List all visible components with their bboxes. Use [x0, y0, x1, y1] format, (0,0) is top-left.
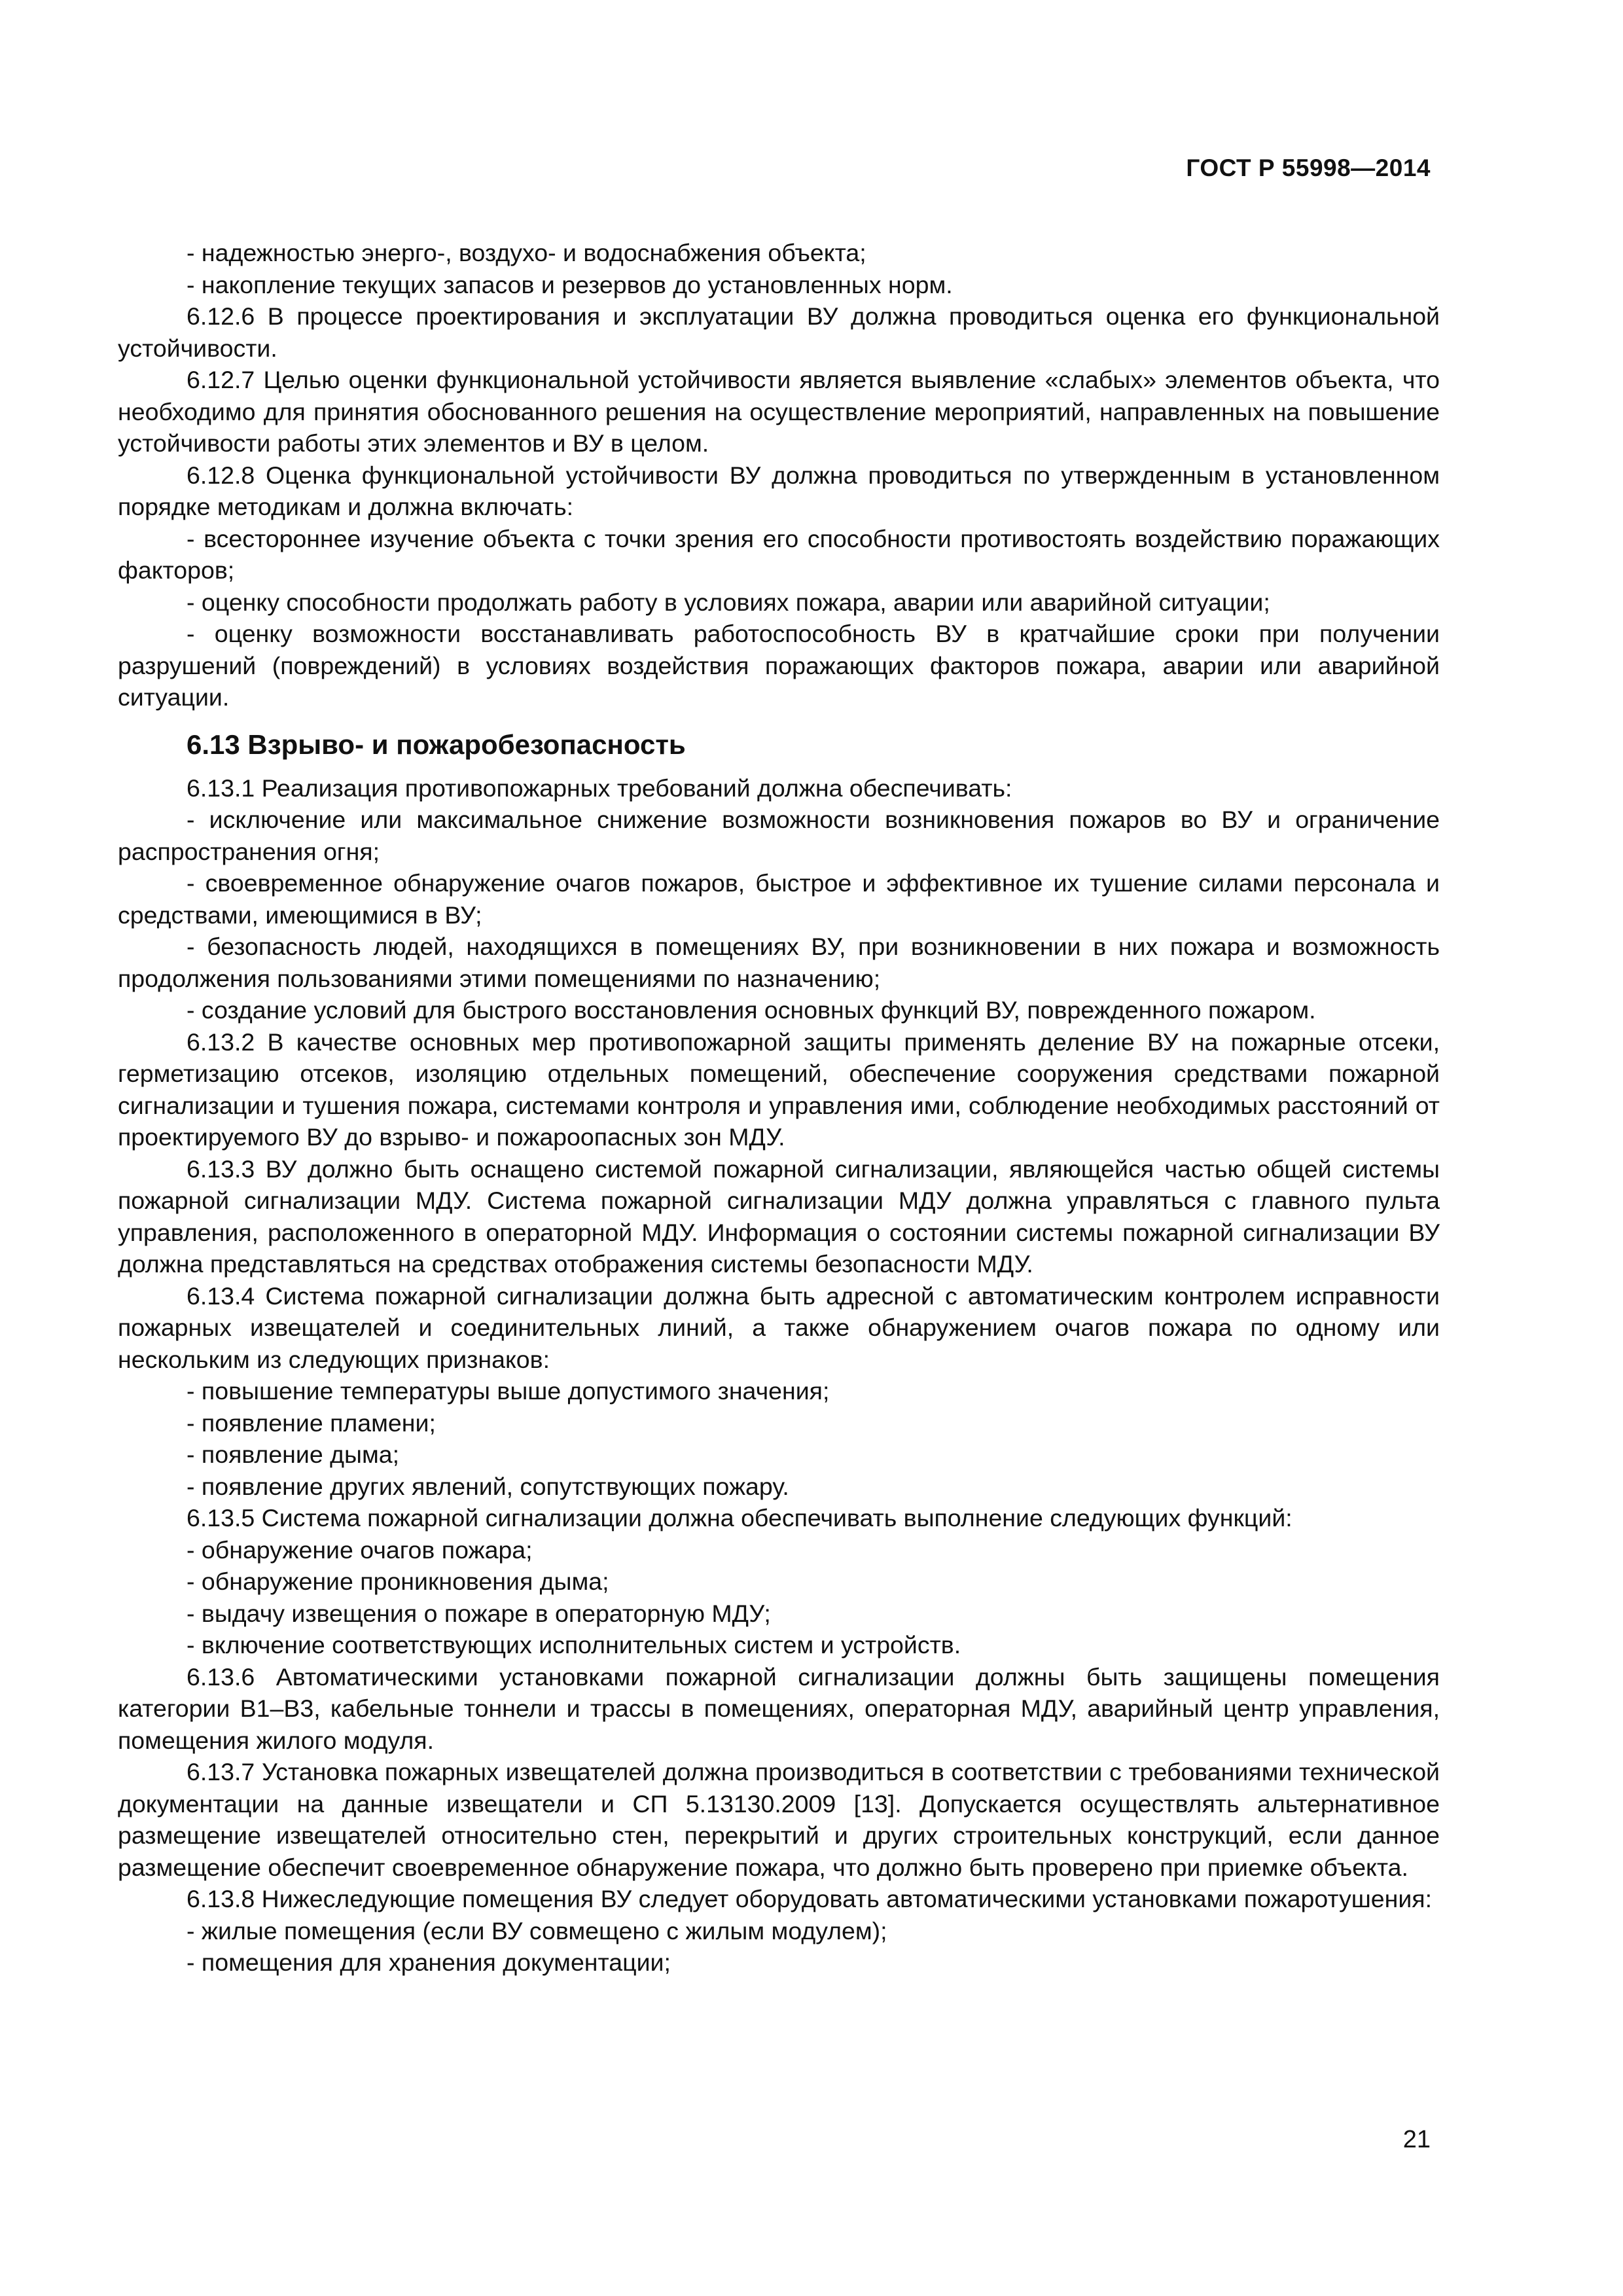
section-heading: 6.13 Взрыво- и пожаробезопасность: [187, 728, 686, 760]
list-item: - накопление текущих запасов и резервов до установленных норм.: [187, 270, 953, 298]
clause-paragraph: 6.13.7 Установка пожарных извещателей должна производиться в соответствии с требованиями технической документации на данные извещатели и СП 5.13130.2009 [13]. Допускается осуществлять альтернативное размещение извещателей относительно стен, перекрытий и других строительных конструкций, если данное размещение обеспечит своевременное обнаружение пожара, что должно быть проверено при приемке объекта.: [118, 1758, 1440, 1881]
list-item: - обнаружение проникновения дыма;: [187, 1568, 609, 1595]
list-item: - оценку возможности восстанавливать работоспособность ВУ в кратчайшие сроки при получении разрушений (повреждений) в условиях воздействия поражающих факторов пожара, аварии или аварийной ситуации.: [118, 620, 1440, 711]
clause-paragraph: 6.13.2 В качестве основных мер противопожарной защиты применять деление ВУ на пожарные отсеки, герметизацию отсеков, изоляцию отдельных помещений, обеспечение сооружения средствами пожарной сигнализации и тушения пожара, системами контроля и управления ими, соблюдение необходимых расстояний от проектируемого ВУ до взрыво- и пожароопасных зон МДУ.: [118, 1028, 1440, 1151]
clause-paragraph: 6.13.5 Система пожарной сигнализации должна обеспечивать выполнение следующих функций:: [187, 1504, 1293, 1532]
list-item: - обнаружение очагов пожара;: [187, 1535, 533, 1564]
list-item: - появление других явлений, сопутствующих пожару.: [187, 1472, 789, 1500]
clause-paragraph: 6.13.1 Реализация противопожарных требований должна обеспечивать:: [187, 774, 1012, 802]
list-item: - исключение или максимальное снижение возможности возникновения пожаров во ВУ и ограничение распространения огня;: [118, 806, 1440, 865]
clause-paragraph: 6.12.6 В процессе проектирования и эксплуатации ВУ должна проводиться оценка его функциональной устойчивости.: [118, 302, 1440, 362]
list-item: - выдачу извещения о пожаре в операторную МДУ;: [187, 1599, 771, 1627]
list-item: - включение соответствующих исполнительных систем и устройств.: [187, 1631, 961, 1659]
list-item: - оценку способности продолжать работу в условиях пожара, аварии или аварийной ситуации;: [187, 588, 1270, 616]
clause-paragraph: 6.13.3 ВУ должно быть оснащено системой пожарной сигнализации, являющейся частью общей системы пожарной сигнализации МДУ. Система пожарной сигнализации МДУ должна управляться с главного пульта управления, расположенного в операторной МДУ. Информация о состоянии системы пожарной сигнализации ВУ должна представляться на средствах отображения системы безопасности МДУ.: [118, 1155, 1440, 1278]
list-item: - появление дыма;: [187, 1441, 399, 1468]
document-body: [118, 237, 1440, 1979]
clause-paragraph: 6.13.4 Система пожарной сигнализации должна быть адресной с автоматическим контролем исправности пожарных извещателей и соединительных линий, а также обнаружением очагов пожара по одному или нескольким из следующих признаков:: [118, 1282, 1440, 1373]
list-item: - появление пламени;: [187, 1408, 436, 1437]
list-item: - надежностью энерго-, воздухо- и водоснабжения объекта;: [187, 239, 866, 266]
list-item: - создание условий для быстрого восстановления основных функций ВУ, поврежденного пожаром.: [187, 996, 1316, 1024]
clause-paragraph: 6.12.8 Оценка функциональной устойчивости ВУ должна проводиться по утвержденным в установленном порядке методикам и должна включать:: [118, 461, 1440, 520]
page-number: 21: [1402, 2126, 1431, 2153]
list-item: - повышение температуры выше допустимого значения;: [187, 1377, 830, 1405]
clause-paragraph: 6.13.6 Автоматическими установками пожарной сигнализации должны быть защищены помещения категории В1–В3, кабельные тоннели и трассы в помещениях, операторная МДУ, аварийный центр управления, помещения жилого модуля.: [118, 1662, 1440, 1754]
list-item: - жилые помещения (если ВУ совмещено с жилым модулем);: [187, 1916, 887, 1945]
document-code-header: ГОСТ Р 55998—2014: [1186, 154, 1431, 181]
list-item: - своевременное обнаружение очагов пожаров, быстрое и эффективное их тушение силами персонала и средствами, имеющимися в ВУ;: [118, 869, 1440, 929]
list-item: - помещения для хранения документации;: [187, 1948, 671, 1976]
list-item: - безопасность людей, находящихся в помещениях ВУ, при возникновении в них пожара и возможность продолжения пользованиями этими помещениями по назначению;: [118, 933, 1440, 992]
clause-paragraph: 6.12.7 Целью оценки функциональной устойчивости является выявление «слабых» элементов объекта, что необходимо для принятия обоснованного решения на осуществление мероприятий, направленных на повышение устойчивости работы этих элементов и ВУ в целом.: [118, 366, 1440, 457]
list-item: - всестороннее изучение объекта с точки зрения его способности противостоять воздействию поражающих факторов;: [118, 524, 1440, 584]
clause-paragraph: 6.13.8 Нижеследующие помещения ВУ следует оборудовать автоматическими установками пожаротушения:: [187, 1885, 1433, 1912]
